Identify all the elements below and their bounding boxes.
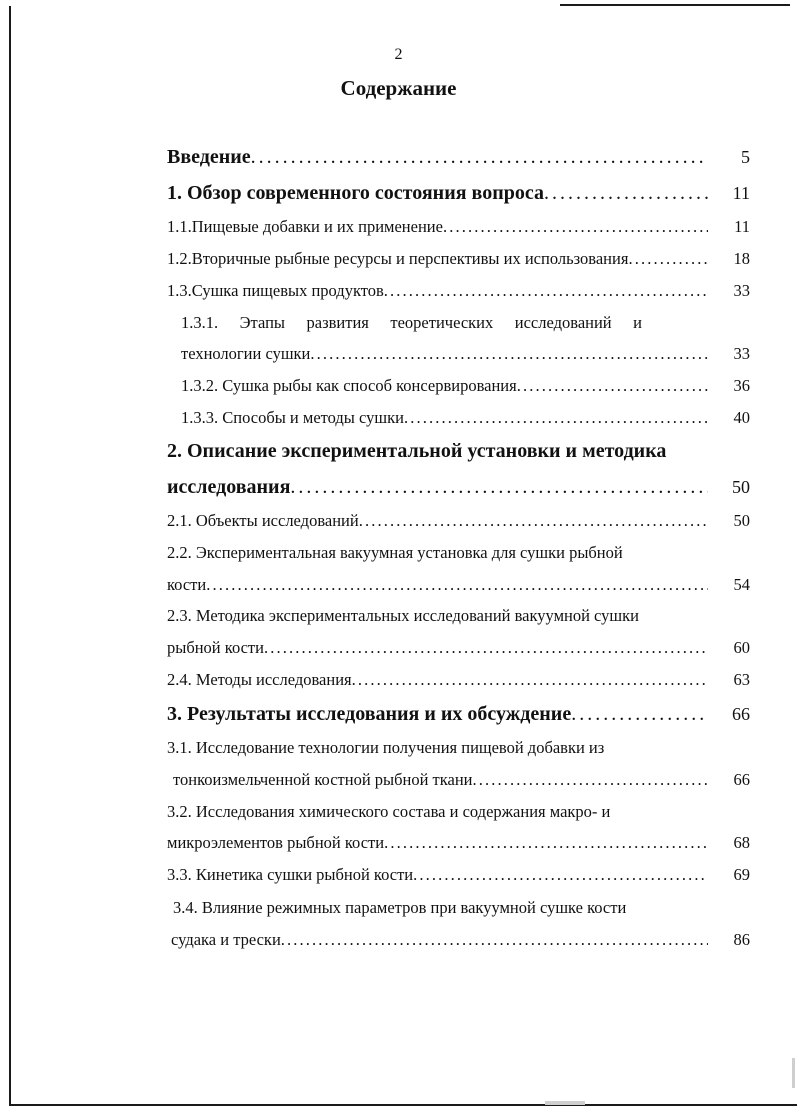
- toc-leader-dots: [359, 511, 708, 531]
- toc-leader-dots: [413, 865, 708, 885]
- toc-entry-text: кости: [167, 575, 207, 594]
- page-number: 2: [394, 46, 403, 63]
- toc-leader-dots: [544, 182, 708, 205]
- toc-entry-1-2[interactable]: [167, 249, 750, 269]
- toc-entry-text: 1.2.Вторичные рыбные ресурсы и перспективы их использования: [167, 249, 629, 268]
- toc-entry-2-1[interactable]: [167, 511, 750, 531]
- toc-entry-text: исследования: [167, 476, 291, 498]
- scan-artifact-right: [792, 1058, 795, 1088]
- toc-entry-text: 1.3.Сушка пищевых продуктов: [167, 281, 384, 300]
- toc-entry-3-1-line1: 3.1. Исследование технологии получения пищевой добавки из: [167, 738, 605, 757]
- toc-leader-dots: [443, 217, 708, 237]
- toc-entry-page: 40: [733, 408, 750, 427]
- toc-leader-dots: [290, 476, 708, 499]
- toc-entry-text: 1.3.3. Способы и методы сушки: [181, 408, 404, 427]
- toc-entry-2-2-line1: 2.2. Экспериментальная вакуумная установка для сушки рыбной: [167, 543, 623, 562]
- toc-entry-page: 63: [733, 670, 750, 689]
- toc-entry-2-4[interactable]: [167, 670, 750, 690]
- toc-entry-page: 68: [733, 833, 750, 852]
- toc-entry-1-3-2[interactable]: [181, 376, 750, 396]
- toc-entry-1-3-1-line1: 1.3.1. Этапы развития теоретических исследований и: [181, 313, 642, 332]
- toc-entry-text: 2.1. Объекты исследований: [167, 511, 359, 530]
- toc-entry-page: 36: [733, 376, 750, 395]
- toc-leader-dots: [384, 281, 708, 301]
- toc-leader-dots: [310, 344, 708, 364]
- toc-entry-3-1[interactable]: [173, 770, 750, 790]
- toc-entry-1-3-1[interactable]: [181, 344, 750, 364]
- toc-entry-chapter-2-line1: 2. Описание экспериментальной установки и методика: [167, 440, 667, 462]
- toc-leader-dots: [517, 376, 708, 396]
- toc-entry-page: 33: [733, 281, 750, 300]
- toc-entry-2-2[interactable]: [167, 575, 750, 595]
- toc-entry-introduction[interactable]: [167, 146, 750, 169]
- toc-entry-text: Введение: [167, 146, 251, 168]
- toc-leader-dots: [206, 575, 708, 595]
- toc-entry-page: 5: [741, 147, 750, 167]
- toc-entry-chapter-2[interactable]: [167, 476, 750, 499]
- toc-entry-text: 1.1.Пищевые добавки и их применение: [167, 217, 443, 236]
- toc-entry-1-1[interactable]: [167, 217, 750, 237]
- toc-entry-3-2[interactable]: [167, 833, 750, 853]
- toc-entry-text: 2.4. Методы исследования: [167, 670, 352, 689]
- toc-entry-3-3[interactable]: [167, 865, 750, 885]
- toc-entry-page: 11: [734, 217, 750, 236]
- toc-leader-dots: [281, 930, 708, 950]
- toc-entry-text: 1. Обзор современного состояния вопроса: [167, 182, 544, 204]
- toc-entry-page: 11: [732, 183, 750, 203]
- toc-leader-dots: [251, 146, 708, 169]
- page-border-left: [9, 6, 11, 1106]
- toc-leader-dots: [352, 670, 708, 690]
- page-border-top: [560, 4, 790, 6]
- toc-entry-page: 69: [733, 865, 750, 884]
- toc-leader-dots: [473, 770, 708, 790]
- toc-entry-text: тонкоизмельченной костной рыбной ткани: [173, 770, 473, 789]
- toc-entry-1-3[interactable]: [167, 281, 750, 301]
- toc-entry-text: судака и трески: [171, 930, 281, 949]
- toc-entry-page: 50: [732, 477, 750, 497]
- toc-leader-dots: [264, 638, 708, 658]
- toc-entry-text: рыбной кости: [167, 638, 264, 657]
- toc-entry-text: 3.3. Кинетика сушки рыбной кости: [167, 865, 414, 884]
- toc-entry-chapter-3[interactable]: [167, 703, 750, 726]
- toc-leader-dots: [404, 408, 708, 428]
- page-border-bottom: [9, 1104, 797, 1106]
- toc-leader-dots: [571, 703, 708, 726]
- toc-leader-dots: [384, 833, 708, 853]
- toc-entry-page: 66: [733, 770, 750, 789]
- toc-entry-text: технологии сушки: [181, 344, 311, 363]
- toc-entry-text: 1.3.2. Сушка рыбы как способ консервирования: [181, 376, 517, 395]
- toc-entry-page: 33: [733, 344, 750, 363]
- page-title: Содержание: [340, 76, 457, 100]
- scan-artifact-bottom: [545, 1101, 585, 1105]
- toc-entry-page: 86: [733, 930, 750, 949]
- toc-entry-page: 18: [733, 249, 750, 268]
- toc-leader-dots: [628, 249, 708, 269]
- toc-entry-chapter-1[interactable]: [167, 182, 750, 205]
- toc-entry-page: 54: [733, 575, 750, 594]
- toc-entry-2-3[interactable]: [167, 638, 750, 658]
- toc-entry-page: 66: [732, 704, 750, 724]
- toc-entry-text: 3. Результаты исследования и их обсуждение: [167, 703, 572, 725]
- toc-entry-3-2-line1: 3.2. Исследования химического состава и содержания макро- и: [167, 802, 611, 821]
- toc-entry-page: 60: [733, 638, 750, 657]
- toc-entry-2-3-line1: 2.3. Методика экспериментальных исследований вакуумной сушки: [167, 606, 639, 625]
- toc-entry-text: микроэлементов рыбной кости: [167, 833, 385, 852]
- toc-entry-3-4[interactable]: [171, 930, 750, 950]
- toc-entry-1-3-3[interactable]: [181, 408, 750, 428]
- toc-entry-3-4-line1: 3.4. Влияние режимных параметров при вакуумной сушке кости: [173, 898, 627, 917]
- toc-entry-page: 50: [733, 511, 750, 530]
